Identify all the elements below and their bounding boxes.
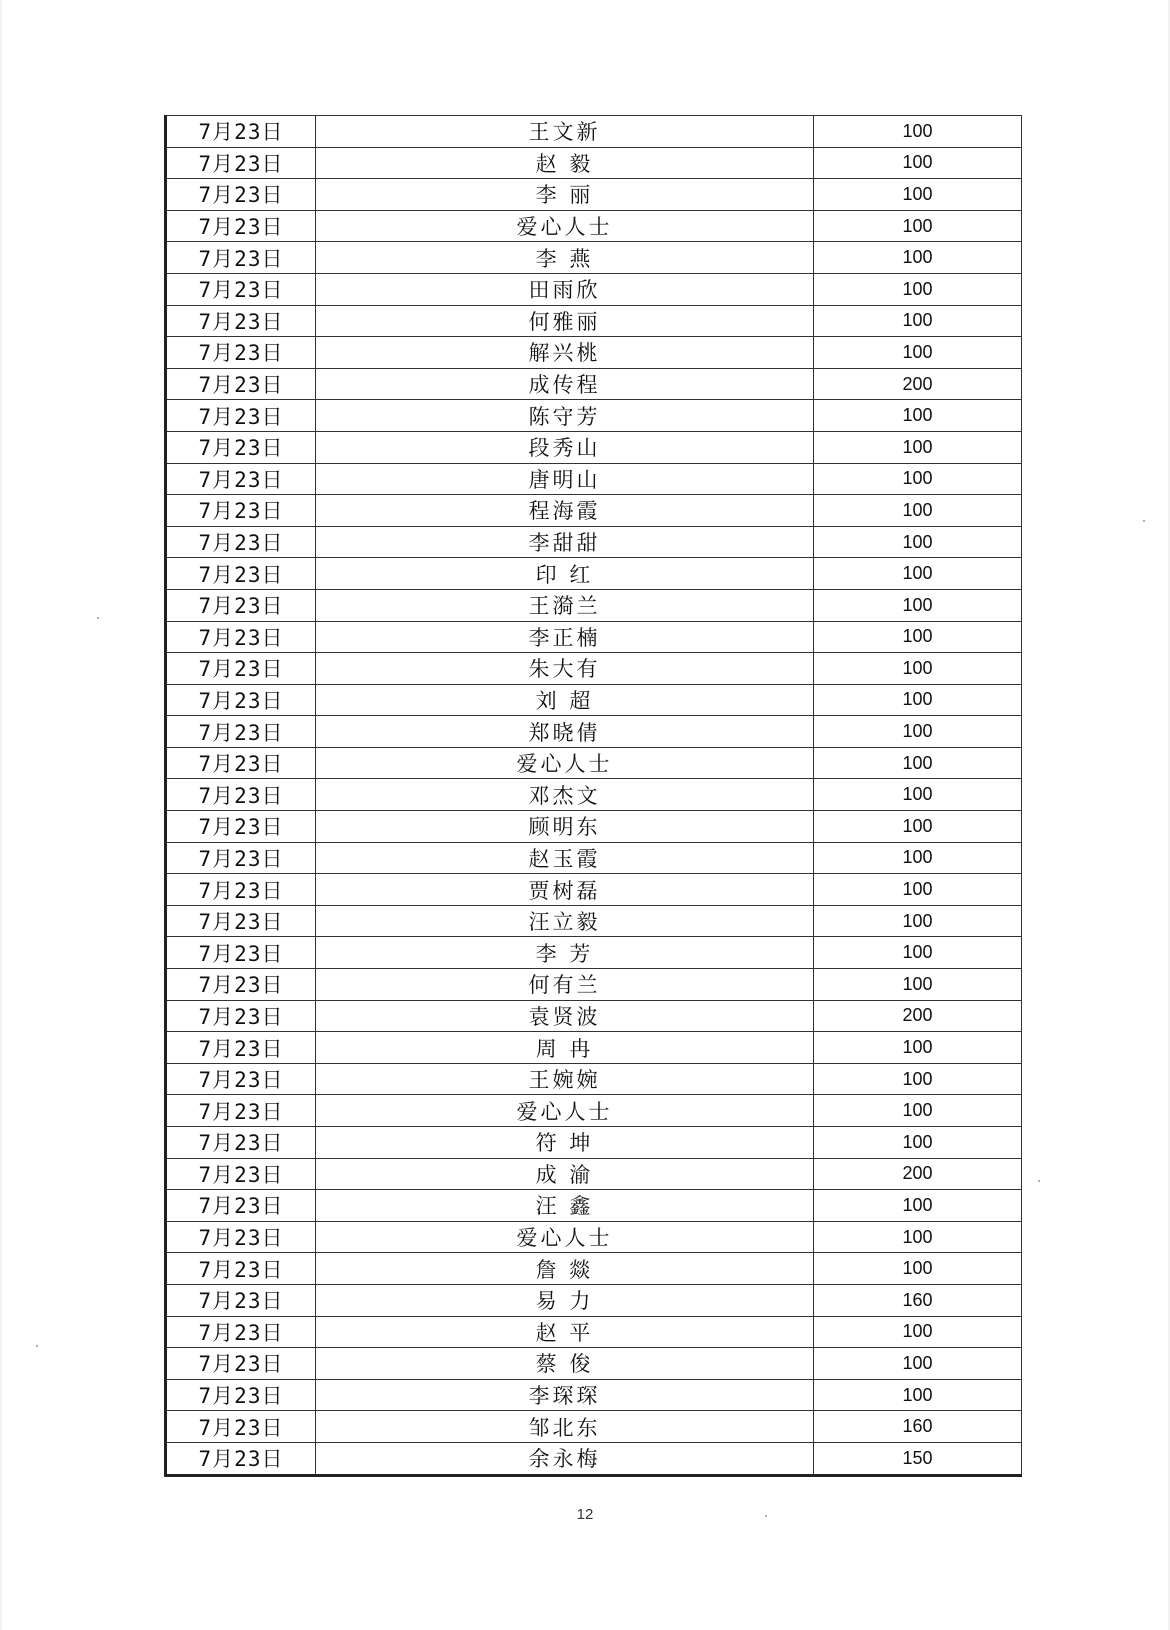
amount-cell: 100 xyxy=(814,242,1022,274)
date-cell: 7月23日 xyxy=(166,589,316,621)
donor-name-cell: 李正楠 xyxy=(316,621,814,653)
amount-cell: 100 xyxy=(814,1127,1022,1159)
date-cell: 7月23日 xyxy=(166,621,316,653)
scan-speck xyxy=(97,617,99,619)
donor-name-cell: 余永梅 xyxy=(316,1442,814,1475)
amount-cell: 100 xyxy=(814,305,1022,337)
date-cell: 7月23日 xyxy=(166,368,316,400)
table-row xyxy=(166,589,1022,621)
amount-cell: 100 xyxy=(814,1316,1022,1348)
amount-cell: 100 xyxy=(814,842,1022,874)
donor-name-cell: 爱心人士 xyxy=(316,210,814,242)
amount-cell: 100 xyxy=(814,1379,1022,1411)
scan-speck xyxy=(1038,1180,1040,1182)
donor-name-cell: 汪 鑫 xyxy=(316,1190,814,1222)
amount-cell: 100 xyxy=(814,337,1022,369)
amount-cell: 100 xyxy=(814,1032,1022,1064)
donor-name-cell: 郑晓倩 xyxy=(316,716,814,748)
amount-cell: 100 xyxy=(814,210,1022,242)
date-cell: 7月23日 xyxy=(166,1000,316,1032)
date-cell: 7月23日 xyxy=(166,842,316,874)
donor-name-cell: 刘 超 xyxy=(316,684,814,716)
amount-cell: 100 xyxy=(814,589,1022,621)
date-cell: 7月23日 xyxy=(166,558,316,590)
donor-name-cell: 爱心人士 xyxy=(316,747,814,779)
date-cell: 7月23日 xyxy=(166,811,316,843)
amount-cell: 100 xyxy=(814,463,1022,495)
amount-cell: 100 xyxy=(814,1253,1022,1285)
date-cell: 7月23日 xyxy=(166,1158,316,1190)
date-cell: 7月23日 xyxy=(166,400,316,432)
date-cell: 7月23日 xyxy=(166,1348,316,1380)
table-row xyxy=(166,368,1022,400)
amount-cell: 100 xyxy=(814,716,1022,748)
amount-cell: 100 xyxy=(814,495,1022,527)
donor-name-cell: 田雨欣 xyxy=(316,273,814,305)
donor-name-cell: 何有兰 xyxy=(316,969,814,1001)
table-row xyxy=(166,242,1022,274)
date-cell: 7月23日 xyxy=(166,337,316,369)
table-row xyxy=(166,495,1022,527)
table-row xyxy=(166,273,1022,305)
date-cell: 7月23日 xyxy=(166,210,316,242)
date-cell: 7月23日 xyxy=(166,1190,316,1222)
table-row xyxy=(166,1284,1022,1316)
table-row xyxy=(166,1348,1022,1380)
date-cell: 7月23日 xyxy=(166,653,316,685)
donor-name-cell: 王文新 xyxy=(316,116,814,148)
donor-name-cell: 成 渝 xyxy=(316,1158,814,1190)
date-cell: 7月23日 xyxy=(166,1221,316,1253)
table-row xyxy=(166,716,1022,748)
table-row xyxy=(166,621,1022,653)
donor-name-cell: 程海霞 xyxy=(316,495,814,527)
date-cell: 7月23日 xyxy=(166,1284,316,1316)
donor-name-cell: 邓杰文 xyxy=(316,779,814,811)
amount-cell: 100 xyxy=(814,1063,1022,1095)
donor-name-cell: 赵 毅 xyxy=(316,147,814,179)
donor-name-cell: 成传程 xyxy=(316,368,814,400)
donor-name-cell: 李 燕 xyxy=(316,242,814,274)
amount-cell: 160 xyxy=(814,1411,1022,1443)
table-row xyxy=(166,337,1022,369)
table-row xyxy=(166,747,1022,779)
donor-name-cell: 王婉婉 xyxy=(316,1063,814,1095)
date-cell: 7月23日 xyxy=(166,1063,316,1095)
donor-name-cell: 王漪兰 xyxy=(316,589,814,621)
donor-name-cell: 李 芳 xyxy=(316,937,814,969)
date-cell: 7月23日 xyxy=(166,495,316,527)
date-cell: 7月23日 xyxy=(166,116,316,148)
table-row xyxy=(166,969,1022,1001)
table-row xyxy=(166,210,1022,242)
amount-cell: 100 xyxy=(814,400,1022,432)
date-cell: 7月23日 xyxy=(166,1032,316,1064)
table-row xyxy=(166,558,1022,590)
table-row xyxy=(166,684,1022,716)
donor-name-cell: 解兴桃 xyxy=(316,337,814,369)
date-cell: 7月23日 xyxy=(166,779,316,811)
amount-cell: 150 xyxy=(814,1442,1022,1475)
amount-cell: 100 xyxy=(814,811,1022,843)
amount-cell: 100 xyxy=(814,273,1022,305)
table-row xyxy=(166,905,1022,937)
amount-cell: 100 xyxy=(814,1190,1022,1222)
donor-name-cell: 赵玉霞 xyxy=(316,842,814,874)
table-row xyxy=(166,305,1022,337)
amount-cell: 200 xyxy=(814,1000,1022,1032)
donor-name-cell: 蔡 俊 xyxy=(316,1348,814,1380)
table-row xyxy=(166,147,1022,179)
table-row xyxy=(166,179,1022,211)
date-cell: 7月23日 xyxy=(166,905,316,937)
table-row xyxy=(166,1095,1022,1127)
table-row xyxy=(166,1411,1022,1443)
donor-name-cell: 袁贤波 xyxy=(316,1000,814,1032)
amount-cell: 200 xyxy=(814,368,1022,400)
table-row xyxy=(166,842,1022,874)
date-cell: 7月23日 xyxy=(166,1316,316,1348)
date-cell: 7月23日 xyxy=(166,874,316,906)
date-cell: 7月23日 xyxy=(166,305,316,337)
date-cell: 7月23日 xyxy=(166,1442,316,1475)
amount-cell: 100 xyxy=(814,1221,1022,1253)
table-row xyxy=(166,1158,1022,1190)
date-cell: 7月23日 xyxy=(166,937,316,969)
table-row xyxy=(166,874,1022,906)
amount-cell: 100 xyxy=(814,653,1022,685)
donor-name-cell: 印 红 xyxy=(316,558,814,590)
amount-cell: 100 xyxy=(814,969,1022,1001)
amount-cell: 100 xyxy=(814,558,1022,590)
date-cell: 7月23日 xyxy=(166,716,316,748)
date-cell: 7月23日 xyxy=(166,242,316,274)
amount-cell: 100 xyxy=(814,684,1022,716)
table-row xyxy=(166,1127,1022,1159)
date-cell: 7月23日 xyxy=(166,273,316,305)
table-row xyxy=(166,1063,1022,1095)
table-row xyxy=(166,400,1022,432)
table-row xyxy=(166,1316,1022,1348)
amount-cell: 100 xyxy=(814,431,1022,463)
amount-cell: 100 xyxy=(814,1348,1022,1380)
amount-cell: 100 xyxy=(814,179,1022,211)
table-row xyxy=(166,1190,1022,1222)
donor-name-cell: 李琛琛 xyxy=(316,1379,814,1411)
donor-name-cell: 邹北东 xyxy=(316,1411,814,1443)
date-cell: 7月23日 xyxy=(166,1095,316,1127)
table-row xyxy=(166,1032,1022,1064)
amount-cell: 100 xyxy=(814,937,1022,969)
amount-cell: 100 xyxy=(814,147,1022,179)
donor-name-cell: 易 力 xyxy=(316,1284,814,1316)
donor-name-cell: 詹 燚 xyxy=(316,1253,814,1285)
table-row xyxy=(166,811,1022,843)
table-row xyxy=(166,1000,1022,1032)
donor-name-cell: 贾树磊 xyxy=(316,874,814,906)
date-cell: 7月23日 xyxy=(166,431,316,463)
date-cell: 7月23日 xyxy=(166,684,316,716)
amount-cell: 200 xyxy=(814,1158,1022,1190)
amount-cell: 100 xyxy=(814,874,1022,906)
table-row xyxy=(166,779,1022,811)
date-cell: 7月23日 xyxy=(166,1411,316,1443)
scan-speck xyxy=(36,1345,38,1347)
amount-cell: 100 xyxy=(814,905,1022,937)
donor-name-cell: 李甜甜 xyxy=(316,526,814,558)
donor-name-cell: 顾明东 xyxy=(316,811,814,843)
date-cell: 7月23日 xyxy=(166,179,316,211)
donor-name-cell: 爱心人士 xyxy=(316,1221,814,1253)
amount-cell: 100 xyxy=(814,526,1022,558)
donor-name-cell: 周 冉 xyxy=(316,1032,814,1064)
date-cell: 7月23日 xyxy=(166,1253,316,1285)
amount-cell: 100 xyxy=(814,621,1022,653)
donor-name-cell: 汪立毅 xyxy=(316,905,814,937)
donation-table xyxy=(164,115,1022,1477)
date-cell: 7月23日 xyxy=(166,526,316,558)
donor-name-cell: 李 丽 xyxy=(316,179,814,211)
amount-cell: 100 xyxy=(814,747,1022,779)
table-row xyxy=(166,1442,1022,1475)
table-row xyxy=(166,653,1022,685)
donor-name-cell: 朱大有 xyxy=(316,653,814,685)
donor-name-cell: 符 坤 xyxy=(316,1127,814,1159)
amount-cell: 100 xyxy=(814,779,1022,811)
donor-name-cell: 何雅丽 xyxy=(316,305,814,337)
amount-cell: 100 xyxy=(814,116,1022,148)
date-cell: 7月23日 xyxy=(166,147,316,179)
table-row xyxy=(166,1379,1022,1411)
table-row xyxy=(166,937,1022,969)
table-row xyxy=(166,431,1022,463)
date-cell: 7月23日 xyxy=(166,1127,316,1159)
date-cell: 7月23日 xyxy=(166,463,316,495)
page-number: 12 xyxy=(576,1506,594,1523)
donor-name-cell: 陈守芳 xyxy=(316,400,814,432)
table-row xyxy=(166,463,1022,495)
amount-cell: 160 xyxy=(814,1284,1022,1316)
date-cell: 7月23日 xyxy=(166,747,316,779)
donation-table-body xyxy=(166,116,1022,1476)
table-row xyxy=(166,1253,1022,1285)
table-row xyxy=(166,116,1022,148)
table-row xyxy=(166,1221,1022,1253)
scan-speck xyxy=(1143,520,1145,522)
amount-cell: 100 xyxy=(814,1095,1022,1127)
donor-name-cell: 赵 平 xyxy=(316,1316,814,1348)
donor-name-cell: 段秀山 xyxy=(316,431,814,463)
date-cell: 7月23日 xyxy=(166,969,316,1001)
donor-name-cell: 唐明山 xyxy=(316,463,814,495)
donor-name-cell: 爱心人士 xyxy=(316,1095,814,1127)
table-row xyxy=(166,526,1022,558)
date-cell: 7月23日 xyxy=(166,1379,316,1411)
